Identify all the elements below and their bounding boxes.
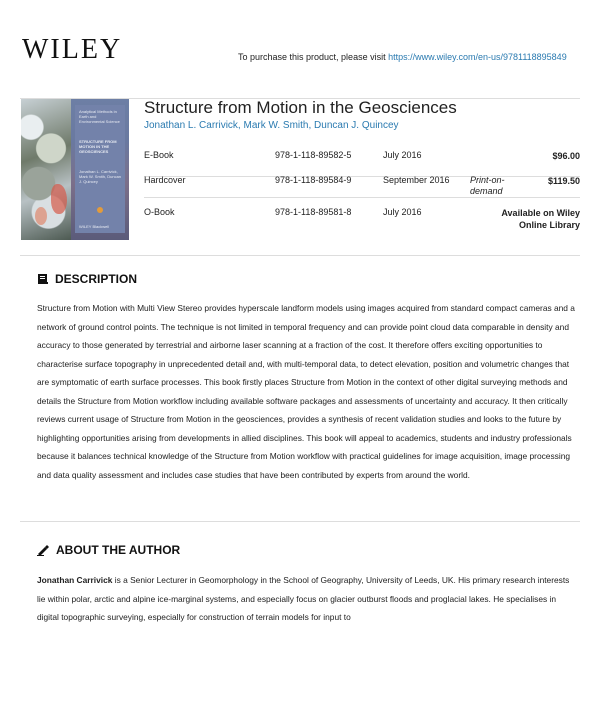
description-heading-label: DESCRIPTION <box>55 272 138 286</box>
format-isbn: 978-1-118-89582-5 <box>275 150 352 160</box>
author-text <box>37 571 577 627</box>
format-date: July 2016 <box>383 150 422 160</box>
section-divider <box>20 521 580 522</box>
description-heading <box>37 272 137 286</box>
purchase-link[interactable]: https://www.wiley.com/en-us/9781118895849 <box>388 52 567 62</box>
purchase-text: To purchase this product, please visit <box>238 52 386 62</box>
book-icon <box>37 273 49 285</box>
cover-publisher: WILEY Blackwell <box>79 224 110 229</box>
format-isbn: 978-1-118-89581-8 <box>275 207 352 217</box>
format-date: September 2016 <box>383 175 450 185</box>
author-paragraph <box>37 571 577 627</box>
format-name: E-Book <box>144 150 174 160</box>
format-price: $96.00 <box>552 151 580 161</box>
format-availability-note: Print-on-demand <box>470 175 505 196</box>
format-isbn: 978-1-118-89584-9 <box>275 175 352 185</box>
cover-highlight <box>51 184 67 214</box>
pen-icon <box>37 544 50 556</box>
wiley-logo: WILEY <box>22 34 123 65</box>
cover-title: STRUCTURE FROM MOTION IN THE GEOSCIENCES <box>79 139 117 154</box>
description-paragraph: Structure from Motion with Multi View Stereo provides hyperscale landform models using images acquired from standard compact cameras and a network of ground control points. The technique is not limited in temporal frequency and can provide point cloud data comparable in density and accuracy to those generated by terrestrial and airborne laser scanning at a fraction of the cost. It therefore offers exciting opportunities to characterise surface topography in unprecedented detail and, with multi-temporal data, to detect elevation, position and volumetric changes that are symptomatic of earth surface processes. This book firstly places Structure from Motion in the context of other digital surveying methods and details the Structure from Motion workflow including available software packages and assessments of uncertainty and accuracy. It then critically reviews current usage of Structure from Motion in the geosciences, provides a synthesis of recent validation studies and looks to the future by highlighting opportunities arising from developments in allied disciplines. This book will appeal to academics, students and industry professionals because it balances technical knowledge of the Structure from Motion workflow with practical guidelines for image acquisition, image processing and data quality assessment and includes case studies that have been contributed by experts from around the world. <box>37 303 575 480</box>
format-row-hardcover <box>144 175 580 198</box>
author-heading-label: ABOUT THE AUTHOR <box>56 543 181 557</box>
cover-highlight <box>35 207 47 225</box>
format-price: $119.50 <box>547 176 580 186</box>
format-row-ebook <box>144 150 580 177</box>
format-price[interactable]: Available on Wiley Online Library <box>501 208 580 230</box>
description-text <box>37 299 577 484</box>
format-name: O-Book <box>144 207 175 217</box>
cover-authors: Jonathan L. Carrivick, Mark W. Smith, Duncan J. Quincey <box>79 169 122 184</box>
author-name: Jonathan Carrivick <box>37 575 113 585</box>
author-heading <box>37 543 180 557</box>
purchase-line <box>238 52 567 62</box>
section-divider <box>20 255 580 256</box>
format-row-obook <box>144 207 580 233</box>
cover-series: Analytical Methods in Earth and Environmental Science <box>79 109 120 124</box>
format-date: July 2016 <box>383 207 422 217</box>
book-cover <box>21 99 129 240</box>
book-title: Structure from Motion in the Geosciences <box>144 98 457 117</box>
author-bio: is a Senior Lecturer in Geomorphology in the School of Geography, University of Leeds, UK. His primary research interests lie within polar, arctic and alpine ice-marginal systems, and especially focus on glacier outburst floods and proglacial lakes. He specialises in digital topographic surveying, especially for construction of terrain models for input to <box>37 575 570 622</box>
cover-emblem-icon <box>97 207 103 213</box>
format-name: Hardcover <box>144 175 186 185</box>
book-authors[interactable]: Jonathan L. Carrivick, Mark W. Smith, Duncan J. Quincey <box>144 120 399 131</box>
